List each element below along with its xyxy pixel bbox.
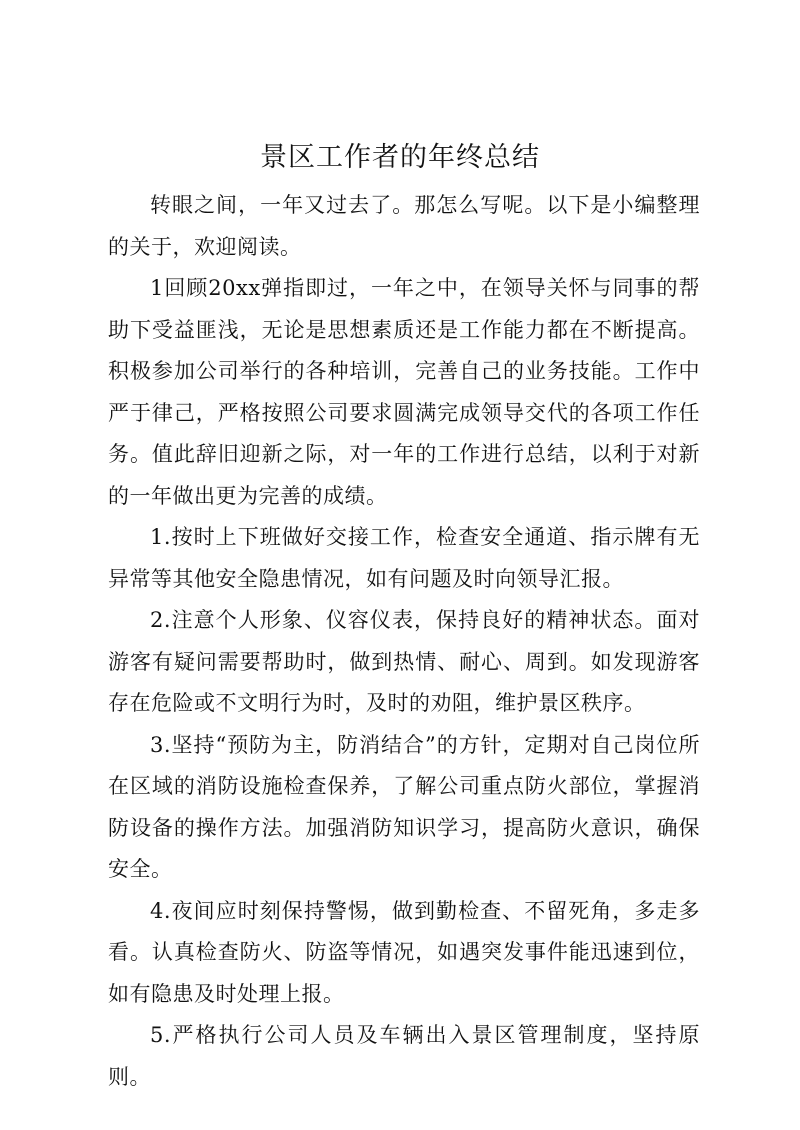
item-4-paragraph: 4.夜间应时刻保持警惕，做到勤检查、不留死角，多走多看。认真检查防火、防盗等情况，如遇突发事件能迅速到位，如有隐患及时处理上报。 [108,898,700,1006]
document-title: 景区工作者的年终总结 [260,142,540,173]
item-1-paragraph: 1.按时上下班做好交接工作，检查安全通道、指示牌有无异常等其他安全隐患情况，如有问题及时向领导汇报。 [108,525,700,591]
intro-paragraph: 转眼之间，一年又过去了。那怎么写呢。以下是小编整理的关于，欢迎阅读。 [108,193,700,259]
item-5-paragraph: 5.严格执行公司人员及车辆出入景区管理制度，坚持原则。 [108,1023,700,1089]
item-3-paragraph: 3.坚持“预防为主，防消结合”的方针，定期对自己岗位所在区域的消防设施检查保养，了解公司重点防火部位，掌握消防设备的操作方法。加强消防知识学习，提高防火意识，确保安全。 [108,732,700,881]
item-2-paragraph: 2.注意个人形象、仪容仪表，保持良好的精神状态。面对游客有疑问需要帮助时，做到热情、耐心、周到。如发现游客存在危险或不文明行为时，及时的劝阻，维护景区秩序。 [108,608,700,715]
review-paragraph: 1回顾20xx弹指即过，一年之中，在领导关怀与同事的帮助下受益匪浅，无论是思想素质还是工作能力都在不断提高。积极参加公司举行的各种培训，完善自己的业务技能。工作中严于律己，严格按照公司要求圆满完成领导交代的各项工作任务。值此辞旧迎新之际，对一年的工作进行总结，以利于对新的一年做出更为完善的成绩。 [108,276,700,508]
document-body [108,185,700,1098]
